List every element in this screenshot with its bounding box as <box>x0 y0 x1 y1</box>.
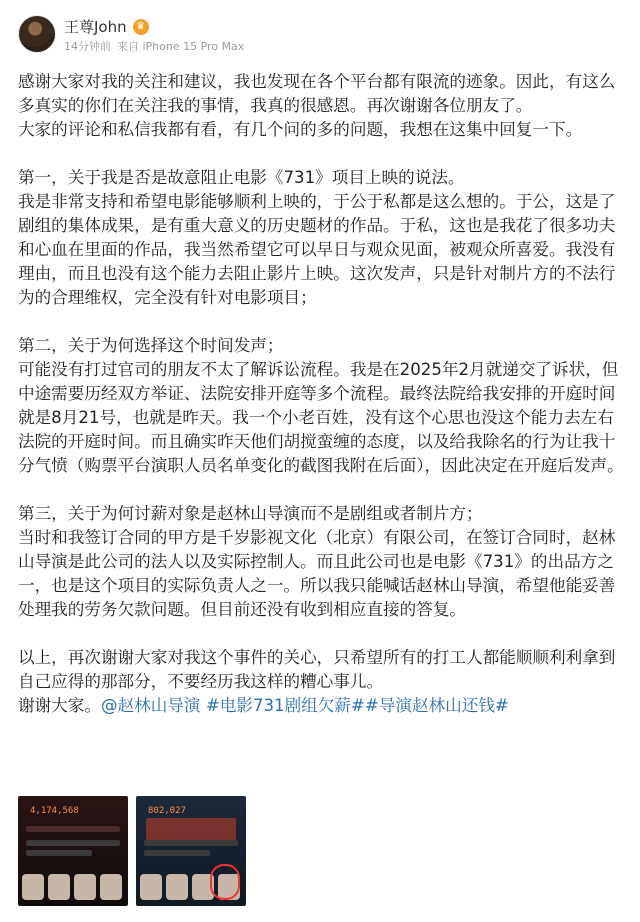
mention-link[interactable]: @赵林山导演 <box>100 696 201 715</box>
avatar[interactable] <box>18 15 56 53</box>
post-source: 来自 iPhone 15 Pro Max <box>117 40 245 53</box>
post-time[interactable]: 14分钟前 <box>64 40 111 53</box>
paragraph: 大家的评论和私信我都有看，有几个问的多的问题，我想在这集中回复一下。 <box>18 120 583 139</box>
highlight-circle <box>210 864 240 900</box>
paragraph: 以上，再次谢谢大家对我这个事件的关心，只希望所有的打工人都能顺顺利利拿到自己应得的那部分，不要经历我这样的糟心事儿。 <box>18 648 616 691</box>
paragraph: 第二，关于为何选择这个时间发声； <box>18 336 284 355</box>
paragraph: 可能没有打过官司的朋友不太了解诉讼流程。我是在2025年2月就递交了诉状，但中途需要历经双方举证、法院安排开庭等多个流程。最终法院给我安排的开庭时间就是8月21号，也就是昨天。我一个小老百姓，没有这个心思也没这个能力去左右法院的开庭时间。而且确实昨天他们胡搅蛮缠的态度，以及给我除名的行为让我十分气愤（购票平台演职人员名单变化的截图我附在后面），因此决定在开庭后发声。 <box>18 360 624 475</box>
post-body <box>18 70 624 718</box>
image-attachments <box>18 796 246 906</box>
crown-icon: ♛ <box>133 19 149 35</box>
attachment-image[interactable] <box>18 796 128 906</box>
author-name[interactable]: 王尊John <box>64 18 127 36</box>
hashtag-link[interactable]: #电影731剧组欠薪# <box>205 696 365 715</box>
paragraph: 感谢大家对我的关注和建议，我也发现在各个平台都有限流的迹象。因此，有这么多真实的你们在关注我的事情，我真的很感恩。再次谢谢各位朋友了。 <box>18 72 616 115</box>
post-header <box>18 14 622 58</box>
tag-line <box>18 694 624 718</box>
image-stat: 802,027 <box>148 806 186 816</box>
image-stat: 4,174,568 <box>30 806 79 816</box>
attachment-image[interactable] <box>136 796 246 906</box>
paragraph: 第一，关于我是否是故意阻止电影《731》项目上映的说法。 <box>18 168 465 187</box>
hashtag-link[interactable]: #导演赵林山还钱# <box>364 696 509 715</box>
paragraph: 我是非常支持和希望电影能够顺利上映的，于公于私都是这么想的。于公，这是了剧组的集体成果，是有重大意义的历史题材的作品。于私，这也是我花了很多功夫和心血在里面的作品，我当然希望它可以早日与观众见面，被观众所喜爱。我没有理由，而且也没有这个能力去阻止影片上映。这次发声，只是针对制片方的不法行为的合理维权，完全没有针对电影项目； <box>18 192 616 307</box>
post-meta <box>64 38 244 54</box>
thanks-text: 谢谢大家。 <box>18 696 101 715</box>
author-row <box>64 16 149 37</box>
paragraph: 当时和我签订合同的甲方是千岁影视文化（北京）有限公司，在签订合同时，赵林山导演是此公司的法人以及实际控制人。而且此公司也是电影《731》的出品方之一，也是这个项目的实际负责人之一。所以我只能喊话赵林山导演，希望他能妥善处理我的劳务欠款问题。但目前还没有收到相应直接的答复。 <box>18 528 616 619</box>
paragraph: 第三，关于为何讨薪对象是赵林山导演而不是剧组或者制片方； <box>18 504 483 523</box>
